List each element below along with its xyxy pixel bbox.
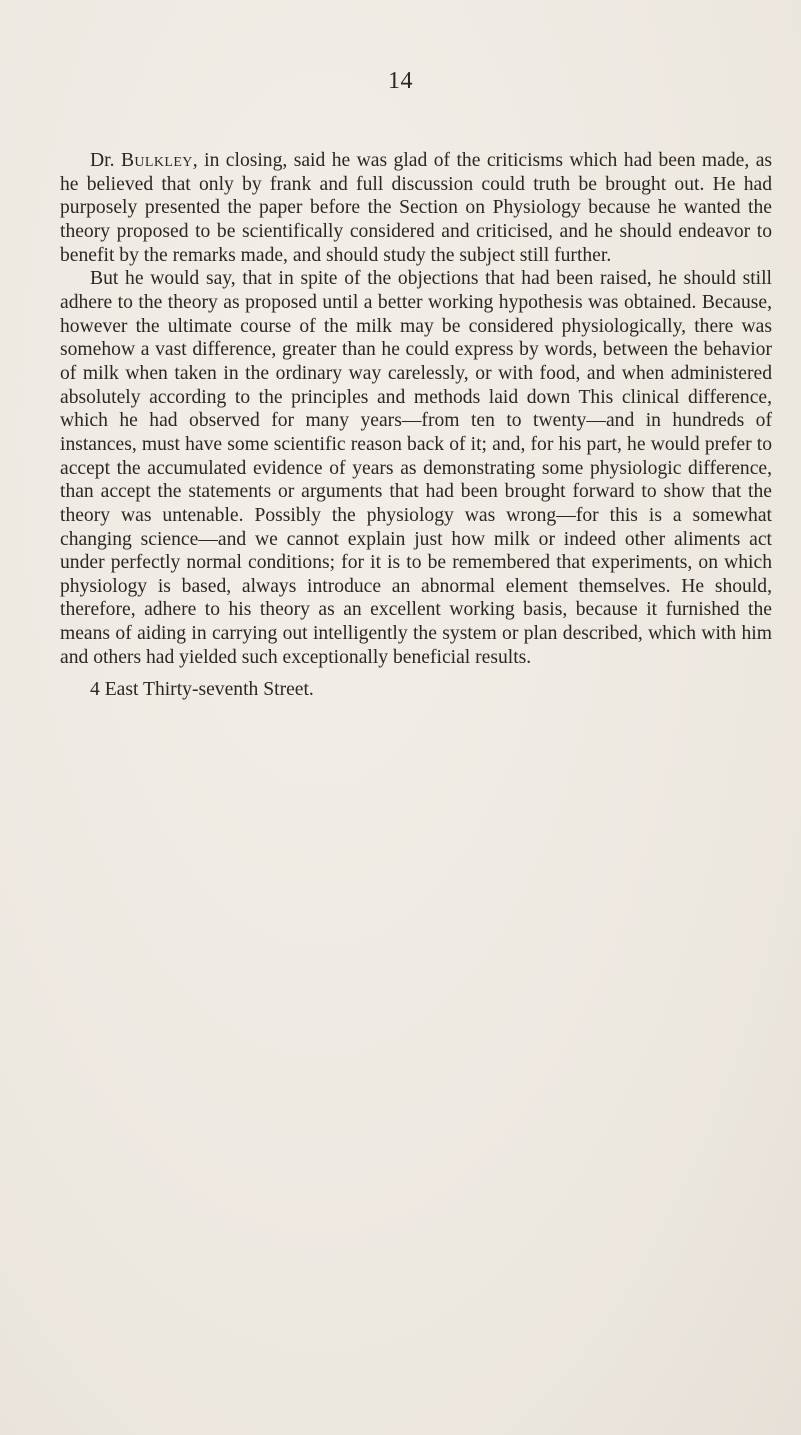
author-address: 4 East Thirty-seventh Street. bbox=[90, 679, 314, 701]
paragraph-closing-remarks bbox=[60, 149, 772, 267]
paragraph-text: , in closing, said he was glad of the criticisms which had been made, as he believed that only by frank and full discussion could truth be brought out. He had purposely presented the paper before the Section on Physiology because he wanted the theory proposed to be scientifically considered and criticised, and he should endeavor to benefit by the remarks made, and should study the subject still further. bbox=[60, 150, 773, 266]
paragraph-lead: Dr. bbox=[90, 150, 121, 171]
article-body bbox=[60, 149, 772, 702]
page-number: 14 bbox=[388, 68, 413, 94]
paragraph-theory-defense: But he would say, that in spite of the objections that had been raised, he should still adhere to the theory as proposed until a better working hypothesis was obtained. Because, however the ultimate course of the milk may be considered physiologically, there was somehow a vast difference, greater than he could express by words, between the behavior of milk when taken in the ordinary way carelessly, or with food, and when administered absolutely according to the principles and methods laid down This clinical difference, which he had observed for many years—from ten to twenty—and in hundreds of instances, must have some scientific reason back of it; and, for his part, he would prefer to accept the accumulated evidence of years as demonstrating some physiologic difference, than accept the statements or arguments that had been brought forward to show that the theory was untenable. Possibly the physiology was wrong—for this is a somewhat changing science—and we cannot explain just how milk or indeed other aliments act under perfectly normal conditions; for it is to be remembered that experiments, on which physiology is based, always introduce an abnormal element themselves. He should, therefore, adhere to his theory as an excellent working basis, because it furnished the means of aiding in carrying out intelligently the system or plan described, which with him and others had yielded such exceptionally beneficial results. bbox=[60, 268, 772, 668]
speaker-name: Bulkley bbox=[120, 150, 193, 171]
